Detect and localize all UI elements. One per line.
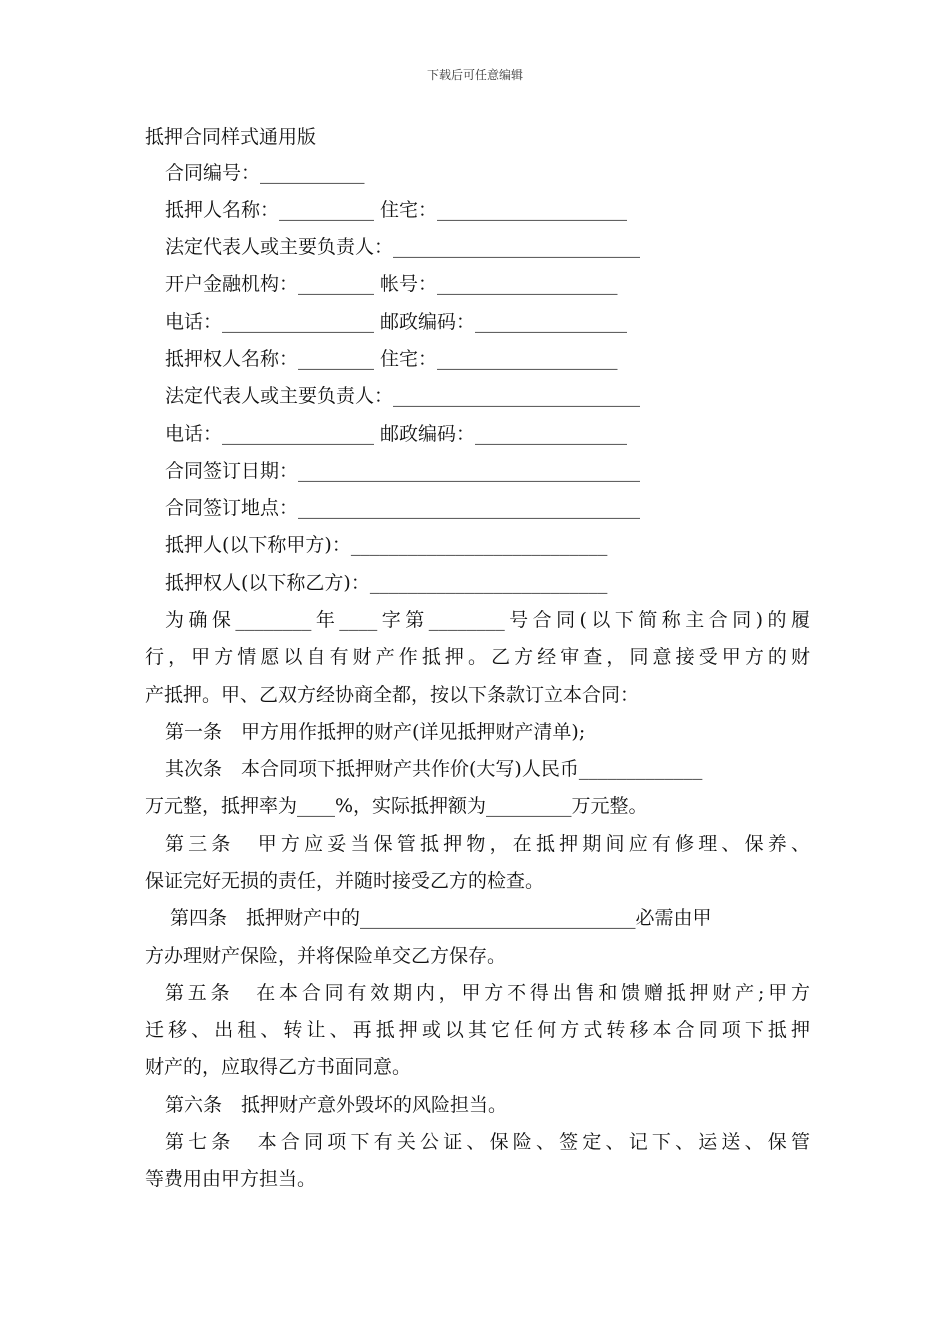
mortgagor-name-line: 抵押人名称：__________ 住宅：____________________ (165, 199, 628, 221)
article-2-line-2: 万元整，抵押率为____%，实际抵押额为_________万元整。 (145, 795, 648, 817)
contract-number-line: 合同编号：___________ (165, 162, 365, 184)
signing-date-line: 合同签订日期：____________________________________ (165, 460, 641, 482)
preamble-line-2: 行，甲方情愿以自有财产作抵押。乙方经审查，同意接受甲方的财 (145, 646, 810, 668)
article-5-line-1: 第五条 在本合同有效期内，甲方不得出售和馈赠抵押财产;甲方 (165, 982, 810, 1004)
preamble-line-3: 产抵押。甲、乙双方经协商全都，按以下条款订立本合同： (145, 684, 640, 706)
article-7-line-1: 第七条 本合同项下有关公证、保险、签定、记下、运送、保管 (165, 1131, 810, 1153)
preamble-line-1: 为确保________年____字第________号合同(以下简称主合同)的履 (165, 609, 810, 631)
article-2-line-1: 其次条 本合同项下抵押财产共作价(大写)人民币_____________ (165, 758, 703, 780)
article-4-line-1: 第四条 抵押财产中的_____________________________必需由甲 (170, 907, 712, 929)
party-a-line: 抵押人(以下称甲方)：___________________________ (165, 534, 608, 556)
article-7-line-2: 等费用由甲方担当。 (145, 1168, 317, 1190)
article-3-line-1: 第三条 甲方应妥当保管抵押物，在抵押期间应有修理、保养、 (165, 833, 810, 855)
article-4-line-2: 方办理财产保险，并将保险单交乙方保存。 (145, 945, 507, 967)
article-3-line-2: 保证完好无损的责任，并随时接受乙方的检查。 (145, 870, 545, 892)
mortgagee-phone-line: 电话：________________ 邮政编码：________________ (165, 423, 628, 445)
article-5-line-2: 迁移、出租、转让、再抵押或以其它任何方式转移本合同项下抵押 (145, 1019, 810, 1041)
mortgagor-bank-line: 开户金融机构：________ 帐号：___________________ (165, 273, 618, 295)
mortgagee-name-line: 抵押权人名称：________ 住宅：___________________ (165, 348, 618, 370)
party-b-line: 抵押权人(以下称乙方)：_________________________ (165, 572, 608, 594)
mortgagee-legal-rep-line: 法定代表人或主要负责人：__________________________ (165, 385, 641, 407)
mortgagor-phone-line: 电话：________________ 邮政编码：________________ (165, 311, 628, 333)
article-6: 第六条 抵押财产意外毁坏的风险担当。 (165, 1094, 508, 1116)
article-5-line-3: 财产的，应取得乙方书面同意。 (145, 1056, 412, 1078)
mortgagor-legal-rep-line: 法定代表人或主要负责人：__________________________ (165, 236, 641, 258)
signing-place-line: 合同签订地点：____________________________________ (165, 497, 641, 519)
document-title: 抵押合同样式通用版 (145, 126, 317, 148)
page-header-note: 下载后可任意编辑 (426, 68, 523, 82)
article-1: 第一条 甲方用作抵押的财产(详见抵押财产清单); (165, 721, 586, 743)
